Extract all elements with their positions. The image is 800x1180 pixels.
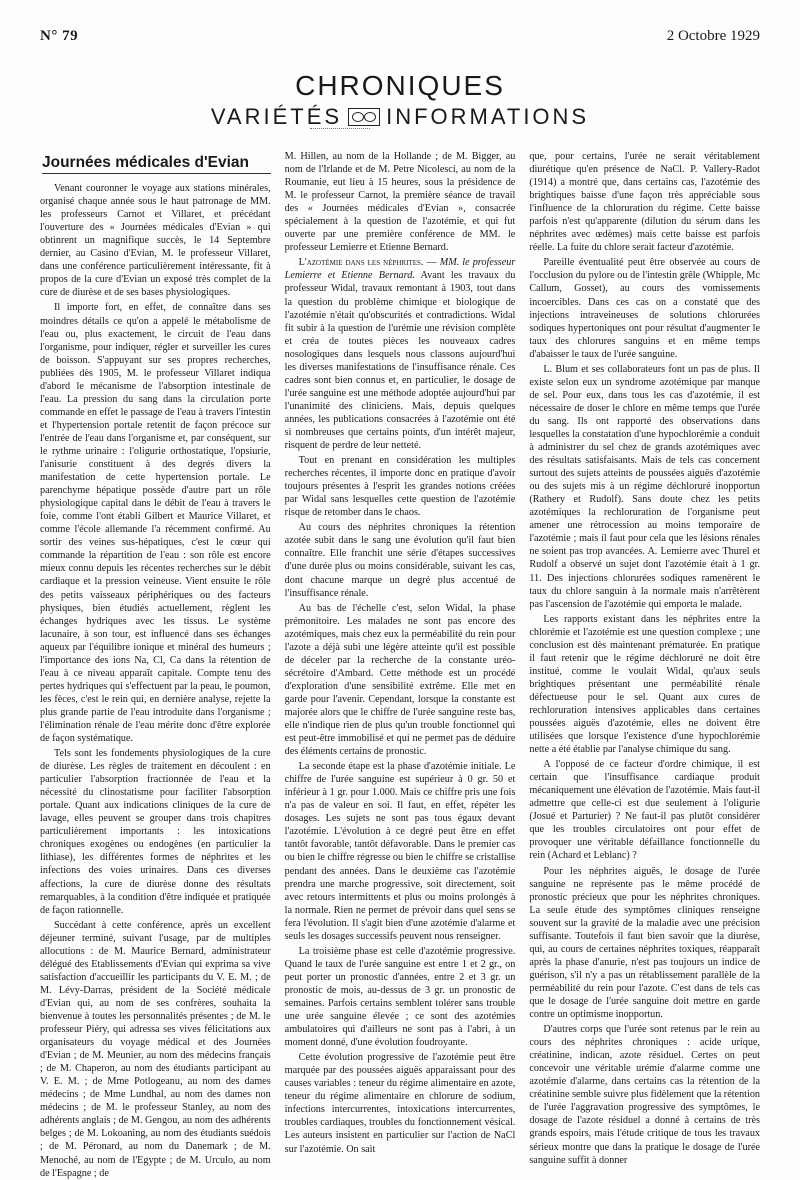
column-2: [284, 150, 516, 1155]
paragraph: Au cours des néphrites chroniques la rétention azotée subit dans le sang une évolution qu'il faut bien connaître. Elle franchit une série d'étapes successives d'une durée plus ou moins considérable, suivant les cas, dont chacune marque un degré plus accentué de l'insuffisance rénale.: [284, 522, 516, 599]
ornament-icon: [348, 108, 380, 126]
article-title: Journées médicales d'Evian: [42, 156, 271, 174]
paragraph-text: Avant les travaux du professeur Widal, travaux remontant à 1903, tout dans la question du problème chimique et biologique de l'azotémie n'était qu'obscurités et contradictions. Widal fit subir à la question de l'urémie une révision complète et créa de toutes pièces les nouveaux cadres nosologiques dans lesquels nous classons aujourd'hui les diverses manifestations de l'insuffisance rénale. Ces cadres sont bien connus et, en particulier, le dosage de l'urée sanguine est une méthode adoptée aujourd'hui par l'unanimité des cliniciens. Mais, depuis quelques années, les publications consacrées à l'azotémie ont été si nombreuses que certains points, d'un intérêt majeur, risquent de perdre de leur netteté.: [284, 270, 516, 452]
column-3: [529, 150, 761, 1166]
masthead-right: INFORMATIONS: [386, 104, 590, 129]
section-heading: L'azotémie dans les néphrites.: [298, 257, 424, 269]
paragraph: Venant couronner le voyage aux stations minérales, organisé chaque année sous le haut patronage de MM. les professeurs Carnot et Villaret, et précédant l'ouverture des « Journées médicales d'Evian » qui obtinrent un magnifique succès, le 14 Septembre dernier, au Casino d'Evian, M. le professeur Villaret, dans une conférence particulièrement intéressante, fit à propos de la cure d'Evian un exposé très complet de la cure de diurèse et de ses bases physiologiques.: [40, 183, 271, 299]
masthead-subtitle: [0, 104, 800, 130]
paragraph: L. Blum et ses collaborateurs font un pas de plus. Il existe selon eux un syndrome azotémique par manque de sel. Pour eux, dans tous les cas d'azotémie, il est nécessaire de doser le chlore en même temps que l'urée du sang. Ils ont rapporté des observations dans lesquelles la constatation d'une hypochlorémie a conduit à administrer du sel chez de grands azotémiques avec des résultats satisfaisants. Mais de tels cas concernent surtout des sujets atteints de poussées aiguës d'azotémie ou des sujets mis à un régime déchloruré inopportun (Rathery et Rudolf). Sans doute chez les petits azotémiques la rechloruration de l'organisme peut amener une rétrocession au moins temporaire de l'azotémie ; mais il faut pour cela que les lésions rénales ne soient pas trop avancées. A. Lemierre avec Thurel et Rudolf a observé un sujet dont l'azotémie était à 1 gr. 11. Des injections chlorurées sodiques ramenèrent le taux du chlore sanguin à la normale mais n'arrêtèrent pas l'ascension de l'azotémie qui emporta le malade.: [529, 363, 761, 610]
page-header: [40, 28, 760, 50]
paragraph: Les rapports existant dans les néphrites entre la chlorémie et l'azotémie est une question complexe ; une conclusion est dès maintenant prématurée. En pratique il faut retenir que le régime déchloruré ne doit être institué, comme le voulait Widal, qu'aux seuls brightiques présentant une perméabilité rénale défectueuse pour le sel. Quant aux cures de rechloruration intensives applicables dans certaines poussées aiguës d'azotémie, elles ne doivent être utilisées que lorsque l'existence d'une hypochlorémie nette a été établie par l'analyse chimique du sang.: [529, 613, 761, 756]
masthead-divider: [310, 128, 370, 129]
paragraph: A l'opposé de ce facteur d'ordre chimique, il est certain que l'insuffisance cardiaque produit mécaniquement une élévation de l'azotémie. Mais faut-il admettre que celle-ci est due seulement à l'oligurie (Josué et Parturier) ? Ne faut-il pas plutôt considérer que les troubles circulatoires ont pour effet de provoquer une véritable défaillance fonctionnelle du rein (Achard et Leblanc) ?: [529, 759, 761, 862]
paragraph: Tout en prenant en considération les multiples recherches récentes, il importe donc en pratique d'avoir toujours présentes à l'esprit les grandes notions créées par Widal sans lesquelles cette question de l'azotémie risque de retomber dans le chaos.: [284, 455, 516, 519]
paragraph: M. Hillen, au nom de la Hollande ; de M. Bigger, au nom de l'Irlande et de M. Petre Nicolesci, au nom de la Roumanie, eut lieu à 15 heures, sous la présidence de M. le professeur Carnot, la première séance de travail des « Journées médicales d'Evian », consacrée spécialement à la question de l'azotémie, et qui fut ouverte par une première conférence de MM. le professeur Lemierre et Etienne Bernard.: [284, 151, 516, 254]
paragraph: Succédant à cette conférence, après un excellent déjeuner terminé, suivant l'usage, par de multiples allocutions : de M. Maurice Bernard, administrateur délégué des Etablissements d'Evian qui exprima sa vive satisfaction d'accueillir les participants du V. E. M. ; de M. Lévy-Darras, président de la Société médicale d'Evian qui, au nom de ses confrères, souhaita la bienvenue à toutes les personnalités présentes ; de M. le professeur Piéry, qui adressa ses vives félicitations aux organisateurs du voyage médical et des Journées d'Evian ; de M. Meunier, au nom des médecins français ; de M. Chaperon, au nom des étudiants participant au V. E. M. ; de Mme Potlogeanu, au nom des dames médecins ; de Mme Lundhal, au nom des dames non médecins ; de M. le professeur Stanley, au nom des adhérents anglais ; de M. Gengou, au nom des adhérents belges ; de M. Lokoaning, au nom des étudiants suédois ; de M. Péronard, au nom du Danemark ; de M. Menoché, au nom de l'Egypte ; de M. Urculo, au nom de l'Espagne ; de: [40, 919, 271, 1179]
masthead-title: CHRONIQUES: [295, 70, 505, 101]
masthead-left: VARIÉTÉS: [210, 104, 343, 129]
issue-date: 2 Octobre 1929: [666, 28, 760, 44]
section-authors: MM. le professeur Lemierre et Etienne Bernard.: [284, 257, 516, 282]
paragraph: Pareille éventualité peut être observée au cours de l'occlusion du pylore ou de l'intestin grêle (Whipple, Mc Callum, Gosset), au cours des vomissements incoercibles. Dans ces cas on a constaté que des injections intraveineuses de solutions chlorurées sodiques hypertoniques ont pour résultat d'augmenter le taux des chlorures sanguins et en même temps d'abaisser le taux de l'urée sanguine.: [529, 257, 761, 360]
masthead: [0, 70, 800, 130]
article-body: [40, 150, 761, 1179]
section-paragraph: L'azotémie dans les néphrites. — MM. le professeur Lemierre et Etienne Bernard. Avant les travaux du professeur Widal, travaux remontant à 1903, tout dans la question du problème chimique et biologique de l'azotémie n'était qu'obscurités et contradictions. Widal fit subir à la question de l'urémie une révision complète et créa de toutes pièces les nouveaux cadres nosologiques dans lesquels nous classons aujourd'hui les diverses manifestations de l'insuffisance rénale. Ces cadres sont bien connus et, en particulier, le dosage de l'urée sanguine est une méthode adoptée aujourd'hui par l'unanimité des cliniciens. Mais, depuis quelques années, les publications consacrées à l'azotémie ont été si nombreuses que certains points, d'un intérêt majeur, risquent de perdre de leur netteté.: [284, 257, 516, 452]
issue-number: N° 79: [40, 28, 79, 44]
paragraph: Tels sont les fondements physiologiques de la cure de diurèse. Les règles de traitement en découlent : en particulier l'absorption fractionnée de l'eau et la nécessité du clinostatisme pour faciliter l'absorption portale. Quant aux indications cliniques de la cure de lavage, elles peuvent se grouper dans trois chapitres particulièrement importants : les intoxications chroniques exogènes ou endogènes (en particulier la lithiase), les différentes formes de néphrites et les infections des voies urinaires. Dans ces diverses affections, la cure de diurèse donne des résultats remarquables, à la condition d'être indiquée et pratiquée de façon rationnelle.: [40, 748, 271, 916]
paragraph: D'autres corps que l'urée sont retenus par le rein au cours des néphrites chroniques : acide urique, créatinine, indican, azote résiduel. Certes on peut concevoir une véritable urémie d'alarme comme une azotémie d'alarme, dans certains cas la rétention de la créatinine semble suivre plus fidèlement que la rétention de l'urée l'aggravation progressive des symptômes, le dosage de l'azote résiduel a donné à certains de très grands espoirs, mais l'étude critique de tous les travaux sérieux montre que dans la pratique le dosage de l'urée sanguine suffit à donner: [529, 1024, 761, 1166]
paragraph: Pour les néphrites aiguës, le dosage de l'urée sanguine ne représente pas le même procédé de pronostic précieux que pour les néphrites chroniques. La seule étude des symptômes cliniques renseigne souvent sur la gravité de la maladie avec une précision suffisante. Toutefois il faut bien savoir que la diurèse, qui, au cours de certaines néphrites toxiques, réapparaît après la phase d'anurie, n'est pas toujours un indice de guérison, s'il n'y a pas un rétablissement parallèle de la perméabilité du rein pour l'azote. C'est dans de tels cas que le dosage de l'urée sanguine doit mettre en garde contre un optimisme inopportun.: [529, 865, 761, 1021]
paragraph: La seconde étape est la phase d'azotémie initiale. Le chiffre de l'urée sanguine est supérieur à 0 gr. 50 et inférieur à 1 gr. pour 1.000. Mais ce chiffre pris une fois n'a pas de valeur en soi. Il faut, en effet, répéter les dosages. Les sujets ne sont pas tous égaux devant l'azotémie. L'évolution à ce degré peut être en effet tantôt favorable, tantôt défavorable. Dans le premier cas ou bien le chiffre régresse ou bien le chiffre se cristallise pendant des années. Dans le deuxième cas l'azotémie prendra une marche progressive, soit directement, soit avec retours intermittents et plus ou moins prolongés à la normale. Rien ne permet de prévoir dans quel sens se fera l'évolution. Il s'agit bien d'une azotémie d'alarme et seuls les dosages successifs peuvent nous renseigner.: [284, 761, 516, 942]
paragraph: La troisième phase est celle d'azotémie progressive. Quand le taux de l'urée sanguine est entre 1 et 2 gr., on peut porter un pronostic d'années, entre 2 et 3 gr. un pronostic de mois, au-dessus de 3 gr. un pronostic de semaines. Parfois certains semblent tolérer sans trouble une urée sanguine élevée ; ce sont des azotémies ambulatoires qui d'ailleurs ne sont pas à l'abri, à un moment donné, d'une évolution foudroyante.: [284, 945, 516, 1049]
paragraph: Au bas de l'échelle c'est, selon Widal, la phase prémonitoire. Les malades ne sont pas encore des azotémiques, mais chez eux la perméabilité du rein pour l'azote a déjà subi une légère atteinte qu'il est possible de déceler par la recherche de la constante uréo-sécrétoire d'Ambard. Cette méthode est un procédé d'exploration d'une sensibilité extrême. Elle met en garde pour l'avenir. Cependant, lorsque la constante est majorée alors que le chiffre de l'urée sanguine reste bas, elle n'indique rien de plus qu'un trouble fonctionnel qui est peut-être immobilisé et qui ne permet pas de déduire des éléments certains de pronostic.: [284, 602, 516, 758]
column-1: [40, 150, 271, 1179]
paragraph: Cette évolution progressive de l'azotémie peut être marquée par des poussées aiguës apparaissant pour des causes variables : teneur du régime alimentaire en azote, teneur du régime alimentaire en chlorure de sodium, infections intercurrentes, intoxications intercurrentes, troubles cardiaques, troubles du fonctionnement vésical. Les auteurs insistent en particulier sur l'action de NaCl sur l'azotémie. On sait: [284, 1052, 516, 1155]
paragraph: Il importe fort, en effet, de connaître dans ses moindres détails ce qu'on a appelé le métabolisme de l'eau ou, plus exactement, le circuit de l'eau dans l'organisme, pour indiquer, régler et surveiller les cures de boisson. S'appuyant sur ses propres recherches, publiées dès 1905, M. le professeur Villaret indiqua d'abord le mécanisme de l'absorption intestinale de l'eau. La pression du sang dans la circulation porte commande en effet le passage de l'eau à travers l'intestin et l'hypertension portale retentit de façon précoce sur l'entrée de l'eau dans l'organisme et, par conséquent, sur le rythme urinaire : l'oligurie orthostatique, l'opsiurie, l'anisurie constituent à des degrés divers la manifestation de cette hypertension portale. Le parenchyme hépatique possède d'autre part un rôle physiologique capital dans le débit de l'eau à travers le foie, comme l'ont établi Gilbert et Maurice Villaret, et comme l'école allemande l'a récemment confirmé. Au sortir des veines sus-hépatiques, c'est le cœur qui commande la répartition de l'eau : son rôle est encore mieux connu depuis les récentes recherches sur le débit cardiaque et la pression veineuse. Vient ensuite le rôle des petits vaisseaux périphériques ou des facteurs physiques, bien étudiés actuellement, règlent les échanges hydriques avec les tissus. Le système lacunaire, à son tour, est influencé dans ses échanges aqueux par l'équilibre ionique et minéral des humeurs ; l'importance des ions Na, Cl, Ca dans la rétention de l'eau à ce niveau apparaît capitale. Compte tenu des pertes hydriques qui s'effectuent par la peau, le poumon, les fèces, c'est le rein qui, en dernière analyse, rejette la plus grande partie de l'eau introduite dans l'organisme ; l'élimination rénale de l'eau mérite donc d'être explorée de façon systématique.: [40, 302, 271, 745]
paragraph: que, pour certains, l'urée ne serait véritablement diurétique qu'en présence de NaCl. P. Vallery-Radot (1914) a montré que, dans certains cas, l'azotémie des brightiques baisse d'une façon très appréciable sous l'influence de la chloruration du régime. Cette baisse parfois n'est qu'apparente (dilution du sérum dans les néphrites avec œdèmes) mais cette baisse est parfois réelle. La fuite du chlore serait facteur d'azotémie.: [529, 151, 761, 254]
